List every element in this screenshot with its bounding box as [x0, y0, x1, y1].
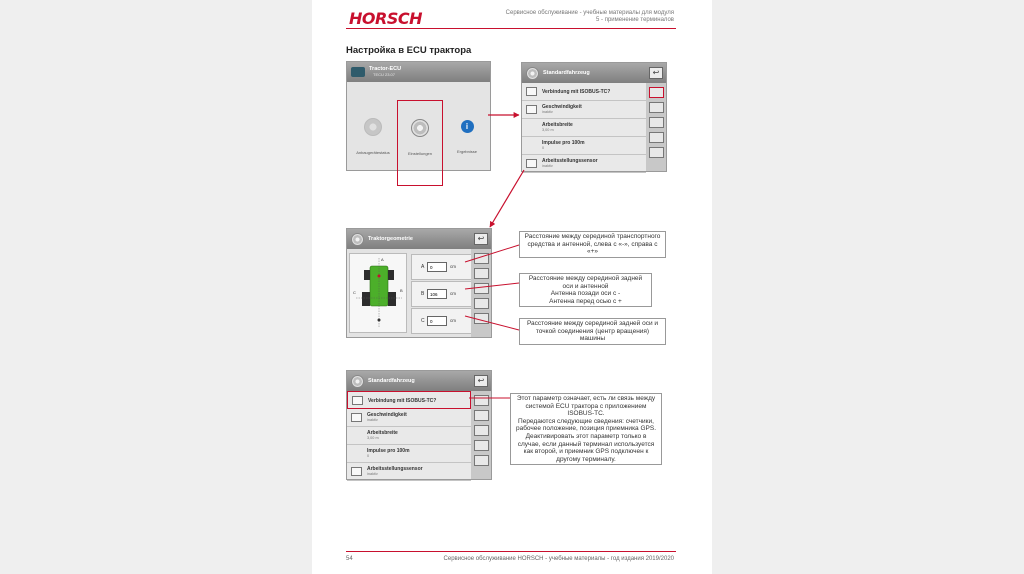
document-page — [312, 0, 712, 574]
row-impulses[interactable]: Impulse pro 100m 0 — [347, 445, 471, 463]
arrow-field-b-note — [465, 283, 519, 289]
note-antenna-lateral: Расстояние между серединой транспортного средства и антенной, слева с «-», справа с «+» — [519, 231, 666, 258]
row-isobus-connection[interactable]: Verbindung mit ISOBUS-TC? — [347, 391, 471, 409]
arrow-field-c-note — [465, 316, 519, 330]
tractor-geometry-title: Traktorgeometrie — [368, 236, 413, 242]
note-hitch-point: Расстояние между серединой задней оси и точкой соединения (центр вращения) машины — [519, 318, 666, 345]
note-isobus-connection: Этот параметр означает, есть ли связь между системой ECU трактора с приложением ISOBUS-TC. Передаются следующие сведения: счетчики, рабочее положение, позиция приемника GPS. Деактивировать этот параметр только в случае, если данный терминал используется как второй, и приемник GPS подключен к другому терминалу. — [510, 393, 662, 465]
diagram-label-a: A — [381, 257, 384, 262]
row-speed[interactable]: Geschwindigkeit inaktiv — [347, 409, 471, 427]
footer-text: Сервисное обслуживание HORSCH - учебные материалы - год издания 2019/2020 — [443, 556, 674, 562]
header-text: Сервисное обслуживание - учебные материалы для модуля 5 - применение терминалов — [505, 10, 674, 23]
back-button[interactable]: ↩ — [649, 67, 663, 79]
back-button[interactable]: ↩ — [474, 233, 488, 245]
back-button[interactable]: ↩ — [474, 375, 488, 387]
field-a-input[interactable]: 0 — [427, 262, 447, 272]
footer-divider — [346, 551, 676, 552]
row-speed[interactable]: Geschwindigkeit inaktiv — [522, 101, 646, 119]
tractor-ecu-title: Tractor-ECU — [369, 66, 402, 72]
row-impulses[interactable]: Impulse pro 100m 0 — [522, 137, 646, 155]
ecu-item-results-label: Ergebnisse — [456, 149, 477, 154]
row-work-position-sensor[interactable]: Arbeitsstellungssensor inaktiv — [347, 463, 471, 481]
row-working-width[interactable]: Arbeitsbreite 3,00 m — [522, 119, 646, 137]
note-antenna-axle: Расстояние между серединой задней оси и антенной Антенна позади оси с - Антенна перед осью с + — [519, 273, 652, 307]
diagram-label-c: C — [353, 290, 356, 295]
row-working-width[interactable]: Arbeitsbreite 3,00 m — [347, 427, 471, 445]
field-a: A 0 cm — [411, 254, 473, 280]
row-isobus-connection[interactable]: Verbindung mit ISOBUS-TC? — [522, 83, 646, 101]
arrows-overlay — [312, 0, 712, 574]
standard-vehicle-2-title: Standardfahrzeug — [368, 378, 415, 384]
row-work-position-sensor[interactable]: Arbeitsstellungssensor inaktiv — [522, 155, 646, 173]
arrow-field-a-note — [465, 245, 519, 262]
page-number: 54 — [346, 556, 353, 562]
info-icon: i — [461, 120, 474, 133]
ecu-item-status-label: Anbaugerätestatus — [356, 150, 390, 155]
field-b: B 106 cm — [411, 281, 473, 307]
standard-vehicle-title: Standardfahrzeug — [543, 70, 590, 76]
field-b-input[interactable]: 106 — [427, 289, 447, 299]
arrow-vehicle-to-geometry — [490, 170, 524, 227]
tractor-ecu-subtitle: TECU 23.07 — [373, 72, 396, 77]
ecu-item-settings-label: Einstellungen — [407, 151, 433, 156]
page-title: Настройка в ECU трактора — [346, 45, 472, 56]
diagram-label-b: B — [400, 288, 403, 293]
field-c-input[interactable]: 0 — [427, 316, 447, 326]
horsch-logo: HORSCH — [349, 9, 422, 28]
field-c: C 0 cm — [411, 308, 473, 334]
